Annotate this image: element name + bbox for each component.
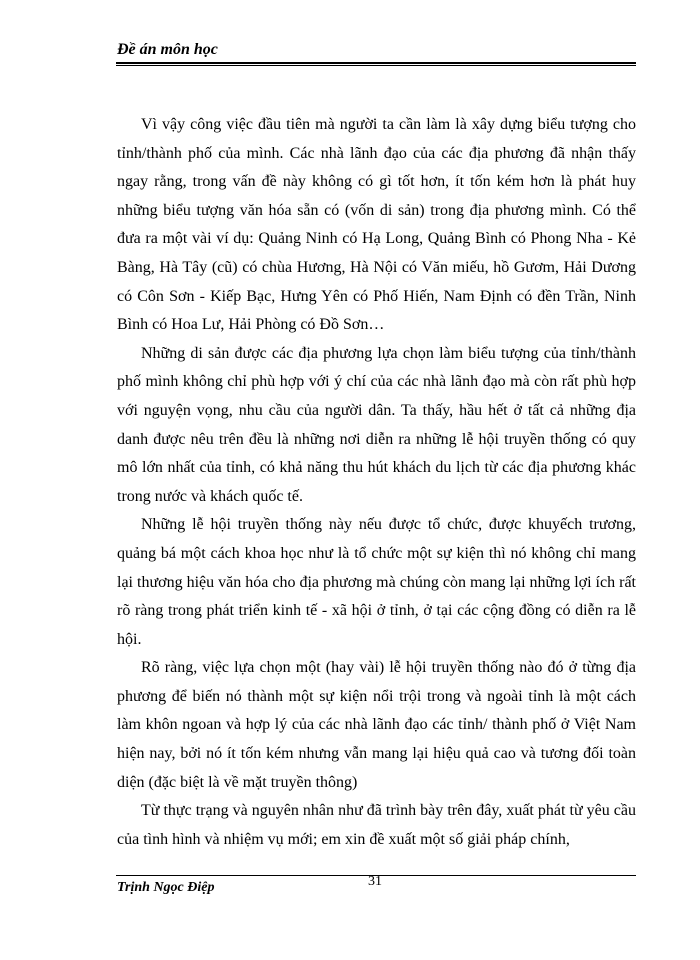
paragraph-1: Vì vậy công việc đầu tiên mà người ta cần làm là xây dựng biểu tượng cho tỉnh/thành phố của mình. Các nhà lãnh đạo của các địa phương đã nhận thấy ngay rằng, trong vấn đề này không có gì tốt hơn, ít tốn kém hơn là phát huy những biểu tượng văn hóa sẵn có (vốn di sản) trong địa phương mình. Có thể đưa ra một vài ví dụ: Quảng Ninh có Hạ Long, Quảng Bình có Phong Nha - Kẻ Bàng, Hà Tây (cũ) có chùa Hương, Hà Nội có Văn miếu, hồ Gươm, Hải Dương có Côn Sơn - Kiếp Bạc, Hưng Yên có Phố Hiến, Nam Định có đền Trần, Ninh Bình có Hoa Lư, Hải Phòng có Đồ Sơn… [117, 116, 636, 334]
document-body [117, 111, 636, 854]
footer-author: Trịnh Ngọc Điệp [117, 880, 215, 895]
paragraph-2: Những di sản được các địa phương lựa chọn làm biểu tượng của tỉnh/thành phố mình không chỉ phù hợp với ý chí của các nhà lãnh đạo mà còn rất phù hợp với nguyện vọng, nhu cầu của người dân. Ta thấy, hầu hết ở tất cả những địa danh được nêu trên đều là những nơi diễn ra những lễ hội truyền thống có quy mô lớn nhất của tỉnh, có khả năng thu hút khách du lịch từ các địa phương khác trong nước và khách quốc tế. [117, 344, 636, 505]
header-divider [116, 62, 636, 66]
page-number: 31 [368, 874, 382, 889]
page-header-title: Đề án môn học [117, 41, 218, 58]
paragraph-4: Rõ ràng, việc lựa chọn một (hay vài) lễ hội truyền thống nào đó ở từng địa phương để biến nó thành một sự kiện nổi trội trong và ngoài tỉnh là một cách làm khôn ngoan và hợp lý của các nhà lãnh đạo các tỉnh/ thành phố ở Việt Nam hiện nay, bởi nó ít tốn kém nhưng vẫn mang lại hiệu quả cao và tương đối toàn diện (đặc biệt là về mặt truyền thông) [117, 659, 636, 791]
paragraph-5: Từ thực trạng và nguyên nhân như đã trình bày trên đây, xuất phát từ yêu cầu của tình hình và nhiệm vụ mới; em xin đề xuất một số giải pháp chính, [117, 802, 636, 848]
paragraph-3: Những lễ hội truyền thống này nếu được tổ chức, được khuyếch trương, quảng bá một cách khoa học như là tổ chức một sự kiện thì nó không chỉ mang lại thương hiệu văn hóa cho địa phương mà chúng còn mang lại những lợi ích rất rõ ràng trong phát triển kinh tế - xã hội ở tỉnh, ở tại các cộng đồng có diễn ra lễ hội. [117, 516, 636, 648]
